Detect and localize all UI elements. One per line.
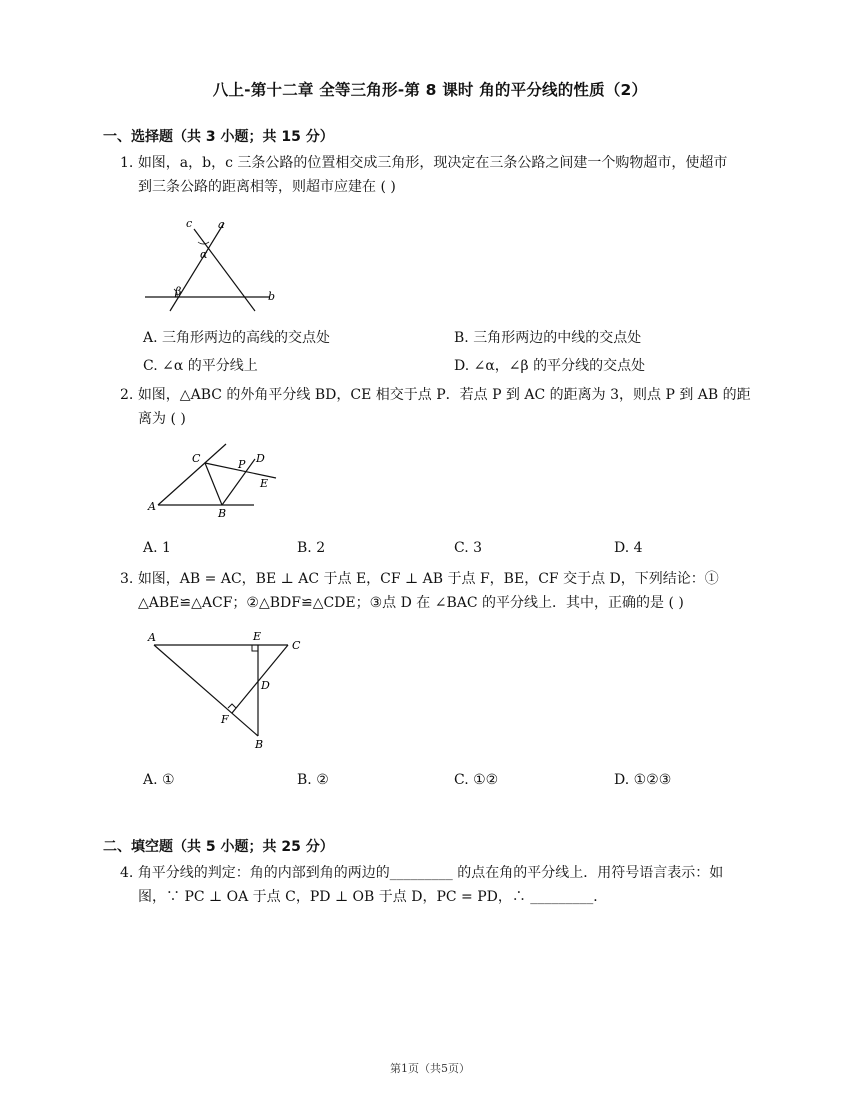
question-1-figure (140, 215, 290, 319)
question-3-diagram (146, 628, 316, 753)
label-c: c (186, 217, 193, 230)
question-2-option-a: A. 1 (143, 540, 171, 556)
label-alpha: α (200, 248, 208, 261)
right-angle-mark-E (252, 645, 258, 651)
document-title: 八上-第十二章 全等三角形-第 8 课时 角的平分线的性质（2） (212, 81, 648, 99)
label-A: A (148, 631, 156, 644)
label-B: B (218, 507, 227, 520)
question-2-text-1: 如图，△ABC 的外角平分线 BD，CE 相交于点 P．若点 P 到 AC 的距离为 3，则点 P 到 AB 的距 (137, 387, 751, 403)
label-C: C (292, 639, 301, 652)
question-1-number: 1. (120, 155, 134, 171)
label-F: F (221, 713, 229, 726)
question-3-line-1 (120, 567, 762, 591)
question-4 (120, 861, 762, 909)
question-1-option-c: C. ∠α 的平分线上 (143, 358, 258, 374)
label-b: b (268, 290, 276, 303)
section-heading-multiple-choice: 一、选择题（共 3 小题；共 15 分） (103, 129, 334, 145)
label-beta: β (175, 285, 182, 298)
question-1-diagram (140, 215, 290, 315)
section-heading-fill-in: 二、填空题（共 5 小题；共 25 分） (103, 839, 334, 855)
question-3-text-1: 如图，AB = AC，BE ⊥ AC 于点 E，CF ⊥ AB 于点 F，BE，CF 交于点 D，下列结论：① (137, 571, 719, 587)
question-3-option-b: B. ② (297, 772, 329, 788)
label-E: E (260, 477, 269, 490)
question-2-option-c: C. 3 (454, 540, 483, 556)
question-1-text-1: 如图，a，b，c 三条公路的位置相交成三角形，现决定在三条公路之间建一个购物超市，使超市 (137, 155, 728, 171)
question-4-text-1: 角平分线的判定：角的内部到角的两边的_________ 的点在角的平分线上．用符号语言表示：如 (137, 865, 724, 881)
question-2-option-d: D. 4 (614, 540, 643, 556)
question-1-option-b: B. 三角形两边的中线的交点处 (454, 330, 642, 346)
question-4-line-1 (120, 861, 762, 885)
question-2-option-b: B. 2 (297, 540, 326, 556)
label-D: D (261, 679, 270, 692)
question-3-text-2: △ABE≌△ACF；②△BDF≌△CDE；③点 D 在 ∠BAC 的平分线上．其中，正确的是 ( ) (138, 595, 684, 611)
road-c-line (194, 229, 255, 311)
question-1-text-2: 到三条公路的距离相等，则超市应建在 ( ) (138, 179, 396, 195)
question-1-line-1 (120, 151, 762, 175)
label-P: P (238, 458, 246, 471)
question-3 (120, 567, 762, 615)
label-E: E (253, 630, 262, 643)
question-3-number: 3. (120, 571, 134, 587)
question-4-text-2: 图，∵ PC ⊥ OA 于点 C，PD ⊥ OB 于点 D，PC = PD，∴ _________． (138, 889, 608, 905)
label-A: A (148, 500, 156, 513)
label-C: C (192, 452, 201, 465)
label-B: B (255, 738, 264, 751)
question-3-figure (146, 628, 316, 757)
question-3-option-c: C. ①② (454, 772, 499, 788)
question-2-number: 2. (120, 387, 134, 403)
question-3-option-a: A. ① (143, 772, 175, 788)
line-CF (232, 645, 288, 713)
label-a: a (218, 218, 225, 231)
question-2-text-2: 离为 ( ) (138, 411, 186, 427)
question-2-line-1 (120, 383, 762, 407)
question-1 (120, 151, 762, 199)
line-CB (205, 463, 222, 505)
right-angle-mark-F (228, 704, 236, 708)
label-D: D (256, 452, 265, 465)
question-1-option-d: D. ∠α，∠β 的平分线的交点处 (454, 358, 646, 374)
question-2-diagram (146, 442, 286, 522)
question-2-figure (146, 442, 286, 526)
line-AB (154, 645, 258, 736)
question-4-number: 4. (120, 865, 134, 881)
page-footer: 第1页（共5页） (390, 1062, 470, 1075)
question-2 (120, 383, 762, 431)
question-3-option-d: D. ①②③ (614, 772, 672, 788)
question-1-option-a: A. 三角形两边的高线的交点处 (143, 330, 331, 346)
